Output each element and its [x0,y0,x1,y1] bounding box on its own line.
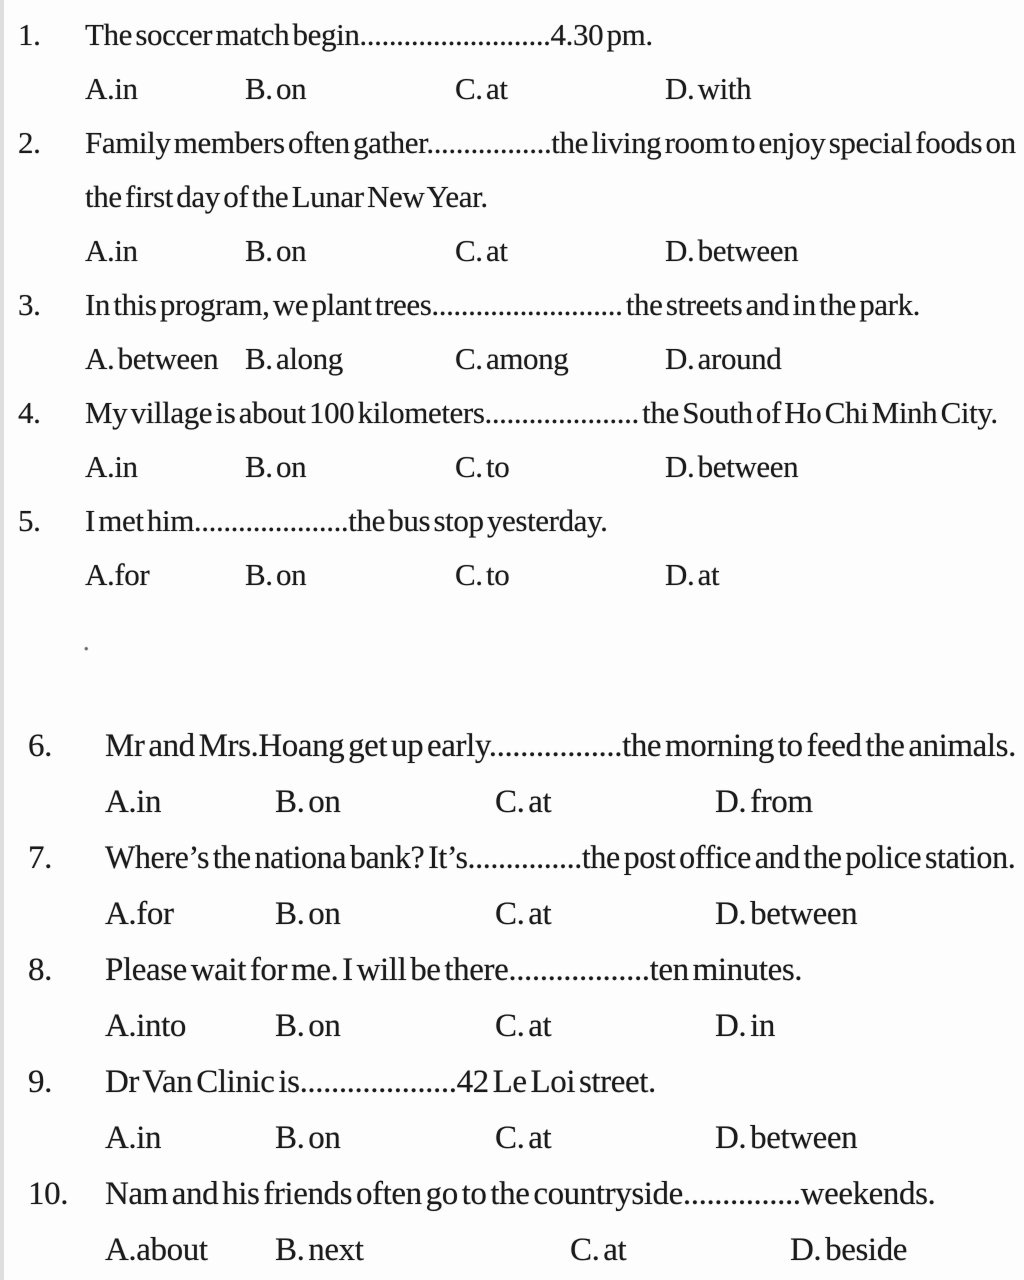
options-row [18,332,1020,386]
question-line [28,942,1020,998]
option-d: D. beside [790,1231,908,1268]
question-text: Dr Van Clinic is....................42 Le Loi street. [105,1063,656,1100]
stray-dot-line [0,602,1024,657]
question-item [28,1054,1020,1166]
options-row [28,1110,1020,1166]
option-c: C. at [495,1007,552,1044]
options-row [28,774,1020,830]
option-c: C. at [495,783,552,820]
question-line [28,1166,1020,1222]
question-text: Where’s the nationa bank? It’s...............the post office and the police station. [105,839,1016,876]
question-line [28,1054,1020,1110]
option-d: D. in [715,1007,776,1044]
option-d: D. between [665,233,799,268]
option-a: A.for [85,557,150,592]
question-line [18,386,1020,440]
option-b: B. on [245,449,307,484]
question-item [28,942,1020,1054]
question-line [28,718,1020,774]
options-row [18,62,1020,116]
option-b: B. on [275,783,341,820]
question-number: 2. [18,125,41,160]
question-item [18,494,1020,602]
question-item [18,8,1020,116]
option-d: D. at [665,557,720,592]
option-b: B. on [245,233,307,268]
question-line [18,494,1020,548]
question-number: 7. [28,839,52,876]
question-text: Mr and Mrs.Hoang get up early.................the morning to feed the animals. [105,727,1016,764]
option-b: B. next [275,1231,364,1268]
option-c: C. to [455,557,510,592]
question-text-continued: the first day of the Lunar New Year. [85,179,488,214]
question-item [28,1166,1020,1278]
questions-section-1 [0,0,1024,602]
options-row [28,1222,1020,1278]
option-b: B. on [245,557,307,592]
question-item [18,278,1020,386]
question-number: 8. [28,951,52,988]
question-text: Family members often gather.................the living room to enjoy special foods on [85,125,1016,160]
question-number: 10. [28,1175,69,1212]
option-d: D. between [665,449,799,484]
options-row [18,548,1020,602]
option-a: A.in [105,1119,162,1156]
option-d: D. with [665,71,752,106]
question-text: Please wait for me. I will be there..................ten minutes. [105,951,803,988]
option-a: A.in [85,71,138,106]
option-a: A.in [105,783,162,820]
option-b: B. on [275,1119,341,1156]
option-b: B. on [275,1007,341,1044]
option-d: D. from [715,783,813,820]
question-number: 5. [18,503,41,538]
option-b: B. on [275,895,341,932]
option-a: A.in [85,449,138,484]
stray-dot: . [83,627,90,656]
question-number: 3. [18,287,41,322]
question-line [18,278,1020,332]
options-row [18,440,1020,494]
question-number: 6. [28,727,52,764]
question-text: I met him.....................the bus stop yesterday. [85,503,608,538]
question-item [18,116,1020,278]
options-row [18,224,1020,278]
option-c: C. at [455,233,508,268]
option-a: A.in [85,233,138,268]
question-text: Nam and his friends often go to the countryside...............weekends. [105,1175,936,1212]
questions-section-2 [0,718,1024,1278]
option-b: B. along [245,341,343,376]
option-c: C. among [455,341,569,376]
option-c: C. at [495,895,552,932]
question-line [18,116,1020,170]
option-c: C. at [455,71,508,106]
question-item [28,718,1020,830]
question-item [18,386,1020,494]
question-number: 9. [28,1063,52,1100]
options-row [28,998,1020,1054]
option-c: C. at [570,1231,627,1268]
option-a: A. between [85,341,219,376]
option-d: D. around [665,341,782,376]
question-line [28,830,1020,886]
question-number: 4. [18,395,41,430]
question-item [28,830,1020,942]
option-c: C. at [495,1119,552,1156]
option-a: A.for [105,895,174,932]
option-d: D. between [715,1119,858,1156]
option-d: D. between [715,895,858,932]
question-text: My village is about 100 kilometers..................... the South of Ho Chi Minh City. [85,395,998,430]
question-text: In this program, we plant trees.......................... the streets and in the park. [85,287,921,322]
question-line-continued [18,170,1020,224]
option-c: C. to [455,449,510,484]
question-text: The soccer match begin..........................4.30 pm. [85,17,653,52]
options-row [28,886,1020,942]
question-number: 1. [18,17,41,52]
option-b: B. on [245,71,307,106]
option-a: A.into [105,1007,187,1044]
question-line [18,8,1020,62]
option-a: A.about [105,1231,208,1268]
